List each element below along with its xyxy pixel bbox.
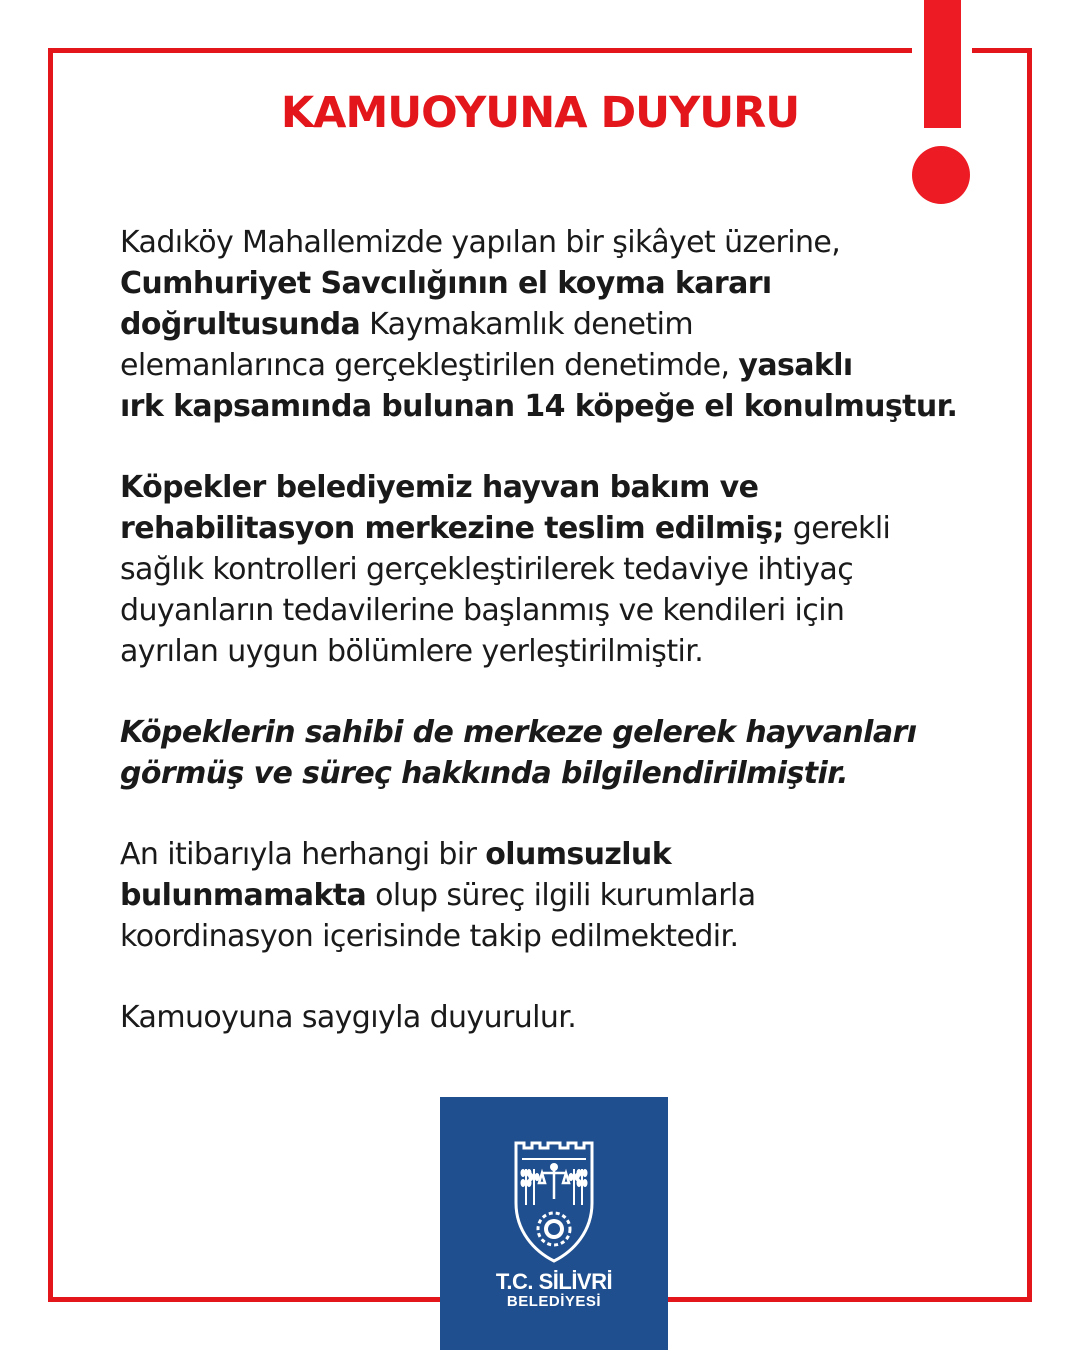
text-line: Köpekler belediyemiz hayvan bakım ve [120,470,759,505]
paragraph-3 [120,712,980,794]
text-segment: elemanlarınca gerçekleştirilen denetimde, [120,348,739,383]
paragraph-1 [120,222,980,427]
municipality-emblem-icon [512,1139,596,1263]
announcement-body [120,222,980,1078]
paragraph-4 [120,834,980,957]
text-line [120,304,980,345]
text-line: Cumhuriyet Savcılığının el koyma kararı [120,266,772,301]
text-line: duyanların tedavilerine başlanmış ve kendileri için [120,593,845,628]
municipality-logo [440,1097,668,1350]
closing-line: Kamuoyuna saygıyla duyurulur. [120,1000,577,1035]
bold-text: doğrultusunda [120,307,361,342]
text-line [120,508,980,549]
text-segment: An itibarıyla herhangi bir [120,837,486,872]
logo-line-1: T.C. SİLİVRİ [495,1269,613,1294]
text-line: sağlık kontrolleri gerçekleştirilerek tedaviye ihtiyaç [120,552,854,587]
paragraph-5 [120,997,980,1038]
text-line: ayrılan uygun bölümlere yerleştirilmiştir. [120,634,704,669]
bold-text: bulunmamakta [120,878,367,913]
text-line [120,834,980,875]
text-segment: olup süreç ilgili kurumlarla [366,878,756,913]
text-line: ırk kapsamında bulunan 14 köpeğe el konulmuştur. [120,389,958,424]
bold-text: olumsuzluk [485,837,672,872]
text-line: görmüş ve süreç hakkında bilgilendirilmiştir. [120,756,848,791]
text-line: Kadıköy Mahallemizde yapılan bir şikâyet üzerine, [120,225,841,260]
text-line [120,875,980,916]
logo-line-2: BELEDİYESİ [506,1293,602,1310]
bold-text: rehabilitasyon merkezine teslim edilmiş; [120,511,784,546]
text-line: koordinasyon içerisinde takip edilmektedir. [120,919,739,954]
paragraph-2 [120,467,980,672]
text-line [120,345,980,386]
text-line: Köpeklerin sahibi de merkeze gelerek hayvanları [120,715,917,750]
text-segment: gerekli [783,511,891,546]
text-segment: Kaymakamlık denetim [360,307,693,342]
page-title: KAMUOYUNA DUYURU [280,88,800,138]
bold-text: yasaklı [738,348,853,383]
